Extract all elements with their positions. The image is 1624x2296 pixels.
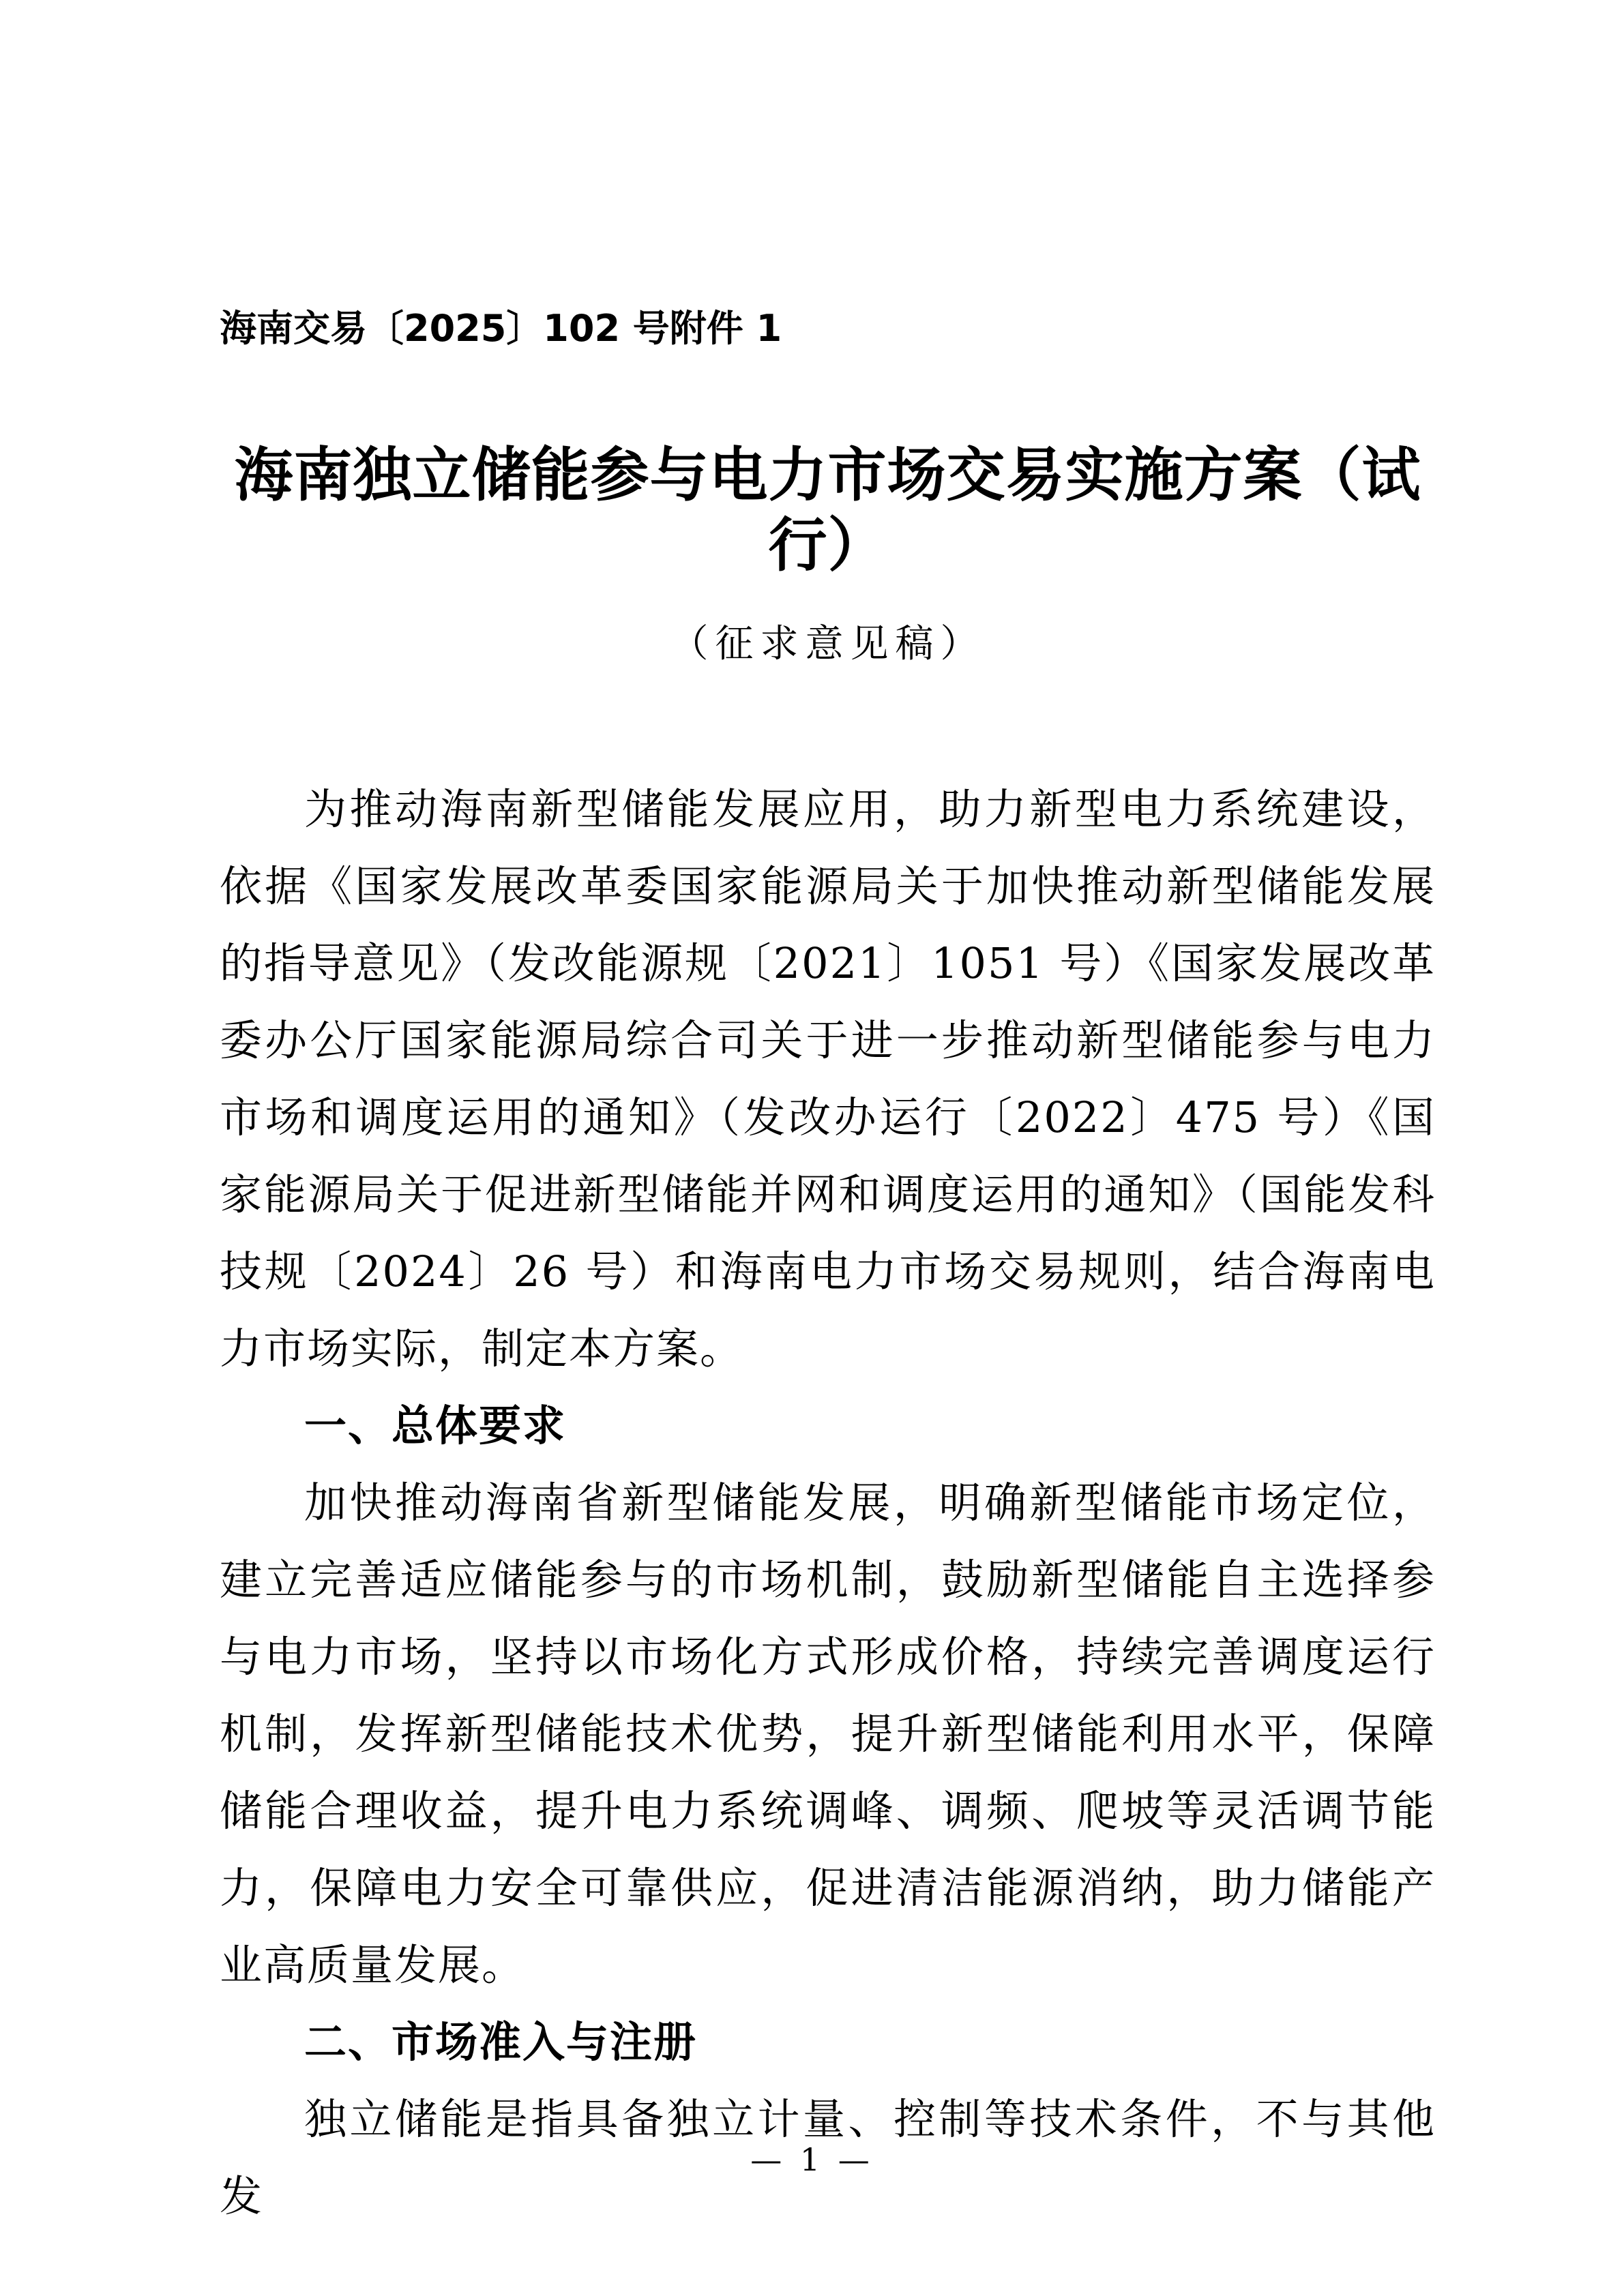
section-heading: 一、总体要求 — [304, 1400, 567, 1450]
document-subtitle: （征求意见稿） — [670, 621, 986, 666]
body-paragraph: 加快推动海南省新型储能发展，明确新型储能市场定位，建立完善适应储能参与的市场机制，鼓励新型储能自主选择参与电力市场，坚持以市场化方式形成价格，持续完善调度运行机制，发挥新型储能技术优势，提升新型储能利用水平，保障储能合理收益，提升电力系统调峰、调频、爬坡等灵活调节能力，保障电力安全可靠供应，促进清洁能源消纳，助力储能产业高质量发展。 — [220, 1477, 1436, 1990]
document-title: 海南独立储能参与电力市场交易实施方案（试行） — [234, 440, 1421, 580]
document-body — [220, 771, 1436, 2235]
document-number: 海南交易〔2025〕102 号附件 1 — [220, 307, 782, 350]
section-heading: 二、市场准入与注册 — [304, 2016, 698, 2067]
page-number: — 1 — — [750, 2141, 874, 2178]
body-paragraph: 为推动海南新型储能发展应用，助力新型电力系统建设，依据《国家发展改革委国家能源局关于加快推动新型储能发展的指导意见》（发改能源规〔2021〕1051 号）《国家发展改革委办公厅国家能源局综合司关于进一步推动新型储能参与电力市场和调度运用的通知》（发改办运行〔2022〕475 号）《国家能源局关于促进新型储能并网和调度运用的通知》（国能发科技规〔2024〕26 号）和海南电力市场交易规则，结合海南电力市场实际，制定本方案。 — [220, 784, 1436, 1373]
body-paragraph: 独立储能是指具备独立计量、控制等技术条件，不与其他发 — [220, 2093, 1436, 2221]
